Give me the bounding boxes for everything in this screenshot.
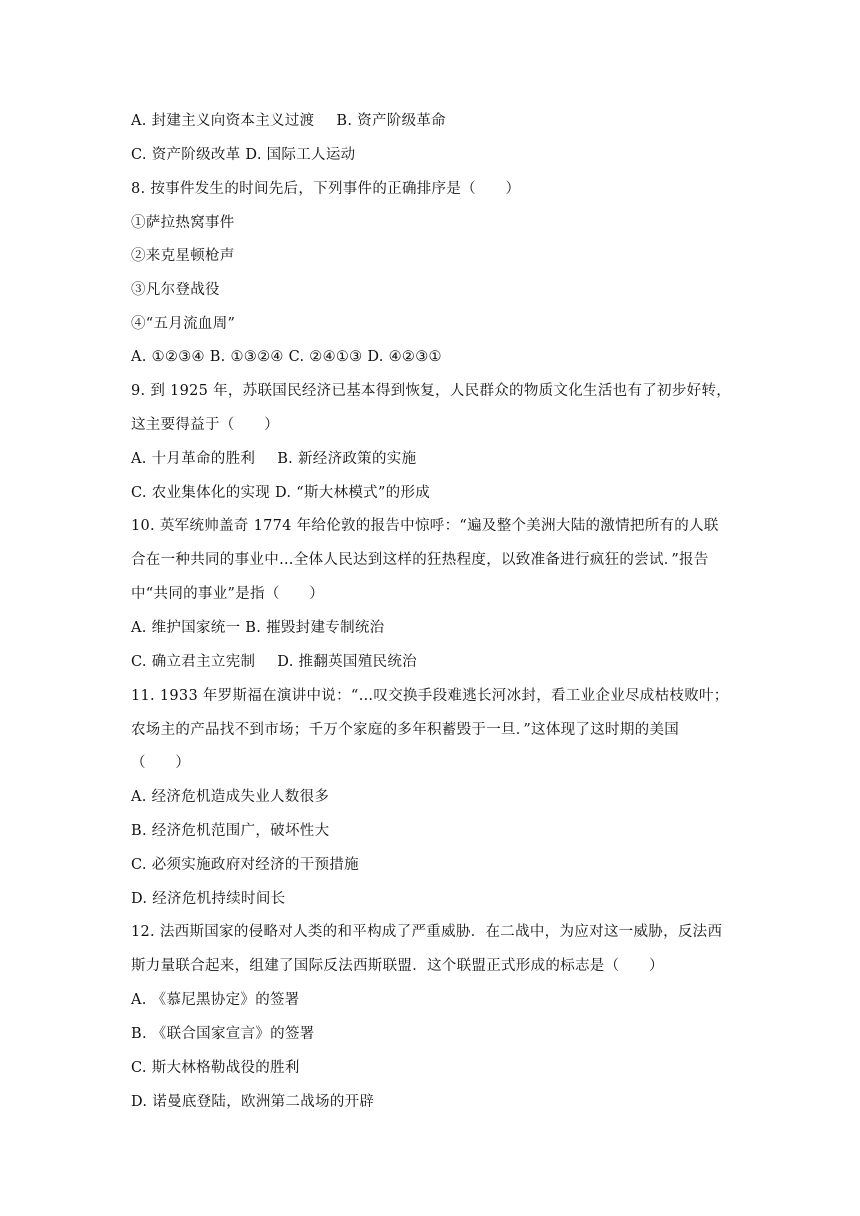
q10-option-c: C. 确立君主立宪制 [131,654,256,670]
q12-stem-line-2: 斯力量联合起来，组建了国际反法西斯联盟．这个联盟正式形成的标志是（ ） [131,958,664,974]
q9-options-row-1 [131,449,416,469]
q12-option-a: A. 《慕尼黑协定》的签署 [131,992,300,1008]
q9-stem-line-1: 9. 到 1925 年，苏联国民经济已基本得到恢复，人民群众的物质文化生活也有了初步好转， [131,383,732,399]
q8-item-2: ②来克星顿枪声 [131,248,235,264]
q11-stem-line-1: 11. 1933 年罗斯福在演讲中说：“…叹交换手段难逃长河冰封，看工业企业尽成枯枝败叶； [131,688,729,704]
q7-option-b: B. 资产阶级革命 [336,113,446,129]
q10-options-row-2 [131,652,417,672]
q8-item-3: ③凡尔登战役 [131,282,220,298]
q10-stem-line-2: 合在一种共同的事业中…全体人民达到这样的狂热程度，以致准备进行疯狂的尝试．”报告 [131,552,709,568]
q11-option-c: C. 必须实施政府对经济的干预措施 [131,857,359,873]
q11-stem-line-2: 农场主的产品找不到市场；千万个家庭的多年积蓄毁于一旦．”这体现了这时期的美国 [131,722,680,738]
q7-option-a: A. 封建主义向资本主义过渡 [131,113,315,129]
q12-option-c: C. 斯大林格勒战役的胜利 [131,1060,300,1076]
q12-stem-line-1: 12. 法西斯国家的侵略对人类的和平构成了严重威胁．在二战中，为应对这一威胁，反法西 [131,924,723,940]
q7-options-row-1 [131,111,446,131]
q9-option-a: A. 十月革命的胜利 [131,451,256,467]
q10-options-row-1: A. 维护国家统一 B. 摧毁封建专制统治 [131,620,385,636]
q10-stem-line-1: 10. 英军统帅盖奇 1774 年给伦敦的报告中惊呼：“遍及整个美洲大陆的激情把所有的人联 [131,518,719,534]
q8-item-1: ①萨拉热窝事件 [131,215,235,231]
q10-stem-line-3: 中“共同的事业”是指（ ） [131,586,325,602]
q9-option-b: B. 新经济政策的实施 [277,451,417,467]
q12-option-d: D. 诺曼底登陆，欧洲第二战场的开辟 [131,1094,375,1110]
q9-options-row-2: C. 农业集体化的实现 D. “斯大林模式”的形成 [131,485,431,501]
q11-option-b: B. 经济危机范围广，破坏性大 [131,823,330,839]
q8-item-4: ④“五月流血周” [131,316,236,332]
q11-stem-line-3: （ ） [131,755,191,771]
q8-options: A. ①②③④ B. ①③②④ C. ②④①③ D. ④②③① [131,349,442,365]
q7-options-row-2: C. 资产阶级改革 D. 国际工人运动 [131,147,356,163]
q12-option-b: B. 《联合国家宣言》的签署 [131,1026,315,1042]
q9-stem-line-2: 这主要得益于（ ） [131,417,279,433]
q11-option-d: D. 经济危机持续时间长 [131,891,286,907]
q8-stem: 8. 按事件发生的时间先后，下列事件的正确排序是（ ） [131,181,521,197]
q11-option-a: A. 经济危机造成失业人数很多 [131,789,330,805]
q10-option-d: D. 推翻英国殖民统治 [277,654,417,670]
